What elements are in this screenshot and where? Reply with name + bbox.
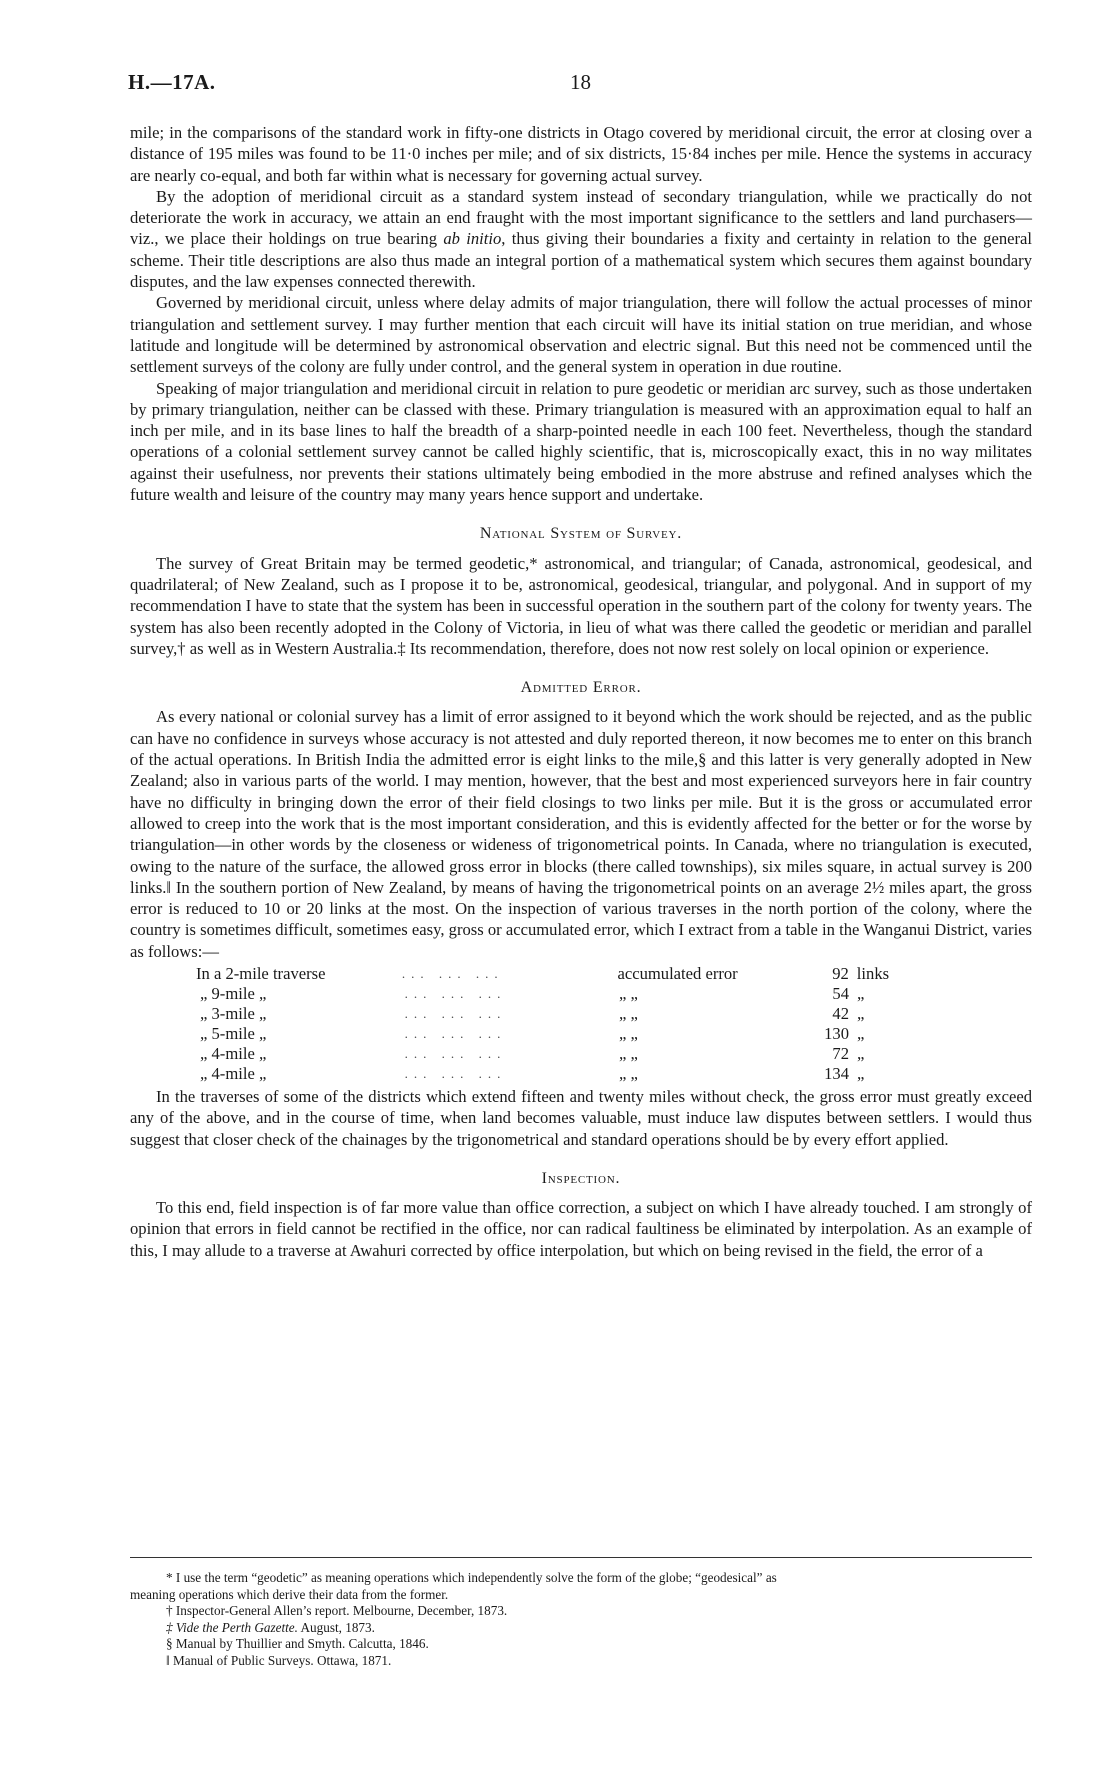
footnote: ‡ Vide the Perth Gazette. August, 1873. [166, 1619, 375, 1635]
italic-phrase: ab initio [443, 229, 502, 249]
table-row: „ 4-mile „ ... ... ... „ „ 134 „ [200, 1063, 865, 1083]
page-header [128, 70, 1024, 100]
table-row: „ 5-mile „ ... ... ... „ „ 130 „ [200, 1023, 865, 1043]
footnotes [130, 1570, 1032, 1669]
paragraph: Governed by meridional circuit, unless where delay admits of major triangulation, there will follow the actual processes of minor triangulation and settlement survey. I may further mention that each circuit will have its initial station on true meridian, and whose latitude and longitude will be determined by astronomical observation and electric signal. But this need not be commenced until the settlement surveys of the colony are fully under control, and the general system in operation in due routine. [130, 293, 1032, 377]
footnote: ‖ Manual of Public Surveys. Ottawa, 1871. [166, 1652, 392, 1668]
table-row: „ 3-mile „ ... ... ... „ „ 42 „ [200, 1003, 865, 1023]
paragraph: The survey of Great Britain may be termed geodetic,* astronomical, and triangular; of Canada, astronomical, geodesical, and quadrilateral; of New Zealand, such as I propose it to be, astronomical, geodesical, triangular, and polygonal. And in support of my recommendation I have to state that the system has been in successful operation in the southern part of the colony for twenty years. The system has also been recently adopted in the Colony of Victoria, in lieu of what was there called the geodetic or meridian and parallel survey,† as well as in Western Australia.‡ Its recommendation, therefore, does not now rest solely on local opinion or experience. [130, 553, 1032, 658]
footnote-divider [130, 1557, 1032, 1558]
section-heading: Inspection. [541, 1169, 621, 1187]
paragraph: Speaking of major triangulation and meridional circuit in relation to pure geodetic or meridian arc survey, such as those undertaken by primary triangulation, neither can be classed with these. Primary triangulation is measured with an approximation equal to half an inch per mile, and in its base lines to half the breadth of a sharp-pointed needle in each 100 feet. Nevertheless, though the standard operations of a colonial settlement survey cannot be called highly scientific, that is, microscopically exact, this in no way militates against their usefulness, nor prevents their stations ultimately being embodied in the more abstruse and refined analyses which the future wealth and leisure of the country may many years hence support and undertake. [130, 378, 1032, 505]
table-row: „ 4-mile „ ... ... ... „ „ 72 „ [200, 1043, 865, 1063]
footnote: § Manual by Thuillier and Smyth. Calcutta, 1846. [166, 1636, 429, 1651]
section-heading: National System of Survey. [479, 525, 683, 543]
footnote: * I use the term “geodetic” as meaning operations which independently solve the form of the globe; “geodesical” as [166, 1570, 777, 1585]
table-row: „ 9-mile „ ... ... ... „ „ 54 „ [200, 983, 865, 1003]
paragraph: In the traverses of some of the districts which extend fifteen and twenty miles without check, the gross error must greatly exceed any of the above, and in the course of time, when land becomes valuable, must induce law disputes between settlers. I would thus suggest that closer check of the chainages by the trigonometrical and standard operations should be by every effort applied. [130, 1086, 1032, 1149]
paragraph: As every national or colonial survey has a limit of error assigned to it beyond which the work should be rejected, and as the public can have no confidence in surveys whose accuracy is not attested and duly reported thereon, it now becomes me to enter on this branch of the actual operations. In British India the admitted error is eight links to the mile,§ and this latter is very generally adopted in New Zealand; also in various parts of the world. I may mention, however, that the best and most experienced surveyors here in fair country have no difficulty in bringing down the error of their field closings to two links per mile. But it is the gross or accumulated error allowed to creep into the work that is the most important consideration, and this is evidently affected for the better or for the worse by triangulation—in other words by the closeness or wideness of trigonometrical points. In Canada, where no triangulation is executed, owing to the nature of the surface, the allowed gross error in blocks (there called townships), six miles square, in actual survey is 200 links.‖ In the southern portion of New Zealand, by means of having the trigonometrical points on an average 2½ miles apart, the gross error is reduced to 10 or 20 links at the most. On the inspection of various traverses in the north portion of the colony, where the country is sometimes difficult, sometimes easy, gross or accumulated error, which I extract from a table in the Wanganui District, varies as follows:— [130, 707, 1032, 961]
paragraph: mile; in the comparisons of the standard work in fifty-one districts in Otago covered by meridional circuit, the error at closing over a distance of 195 miles was found to be 11·0 inches per mile; and of six districts, 15·84 inches per mile. Hence the systems in accuracy are nearly co-equal, and both far within what is necessary for governing actual survey. [130, 123, 1032, 185]
paragraph: By the adoption of meridional circuit as a standard system instead of secondary triangulation, while we practically do not deteriorate the work in accuracy, we attain an end fraught with the most important significance to the settlers and land purchasers—viz., we place their holdings on true bearing ab initio, thus giving their boundaries a fixity and certainty in relation to the general scheme. Their title descriptions are also thus made an integral portion of a mathematical system which secures them against boundary disputes, and the law expenses connected therewith. [130, 186, 1033, 292]
page-number: 18 [570, 70, 591, 94]
table-row: In a 2-mile traverse ... ... ... accumulated error 92 links [196, 963, 890, 983]
traverse-error-table [196, 964, 896, 1084]
section-heading: Admitted Error. [520, 679, 642, 697]
body-text [130, 122, 1032, 1261]
footnote: † Inspector-General Allen’s report. Melbourne, December, 1873. [166, 1603, 508, 1618]
footnote-continuation: meaning operations which derive their data from the former. [130, 1586, 449, 1602]
paragraph: To this end, field inspection is of far more value than office correction, a subject on which I have already touched. I am strongly of opinion that errors in field cannot be rectified in the office, nor can radical faultiness be eliminated by interpolation. As an example of this, I may allude to a traverse at Awahuri corrected by office interpolation, but which on being revised in the field, the error of a [130, 1198, 1032, 1260]
document-code: H.—17A. [128, 70, 216, 94]
